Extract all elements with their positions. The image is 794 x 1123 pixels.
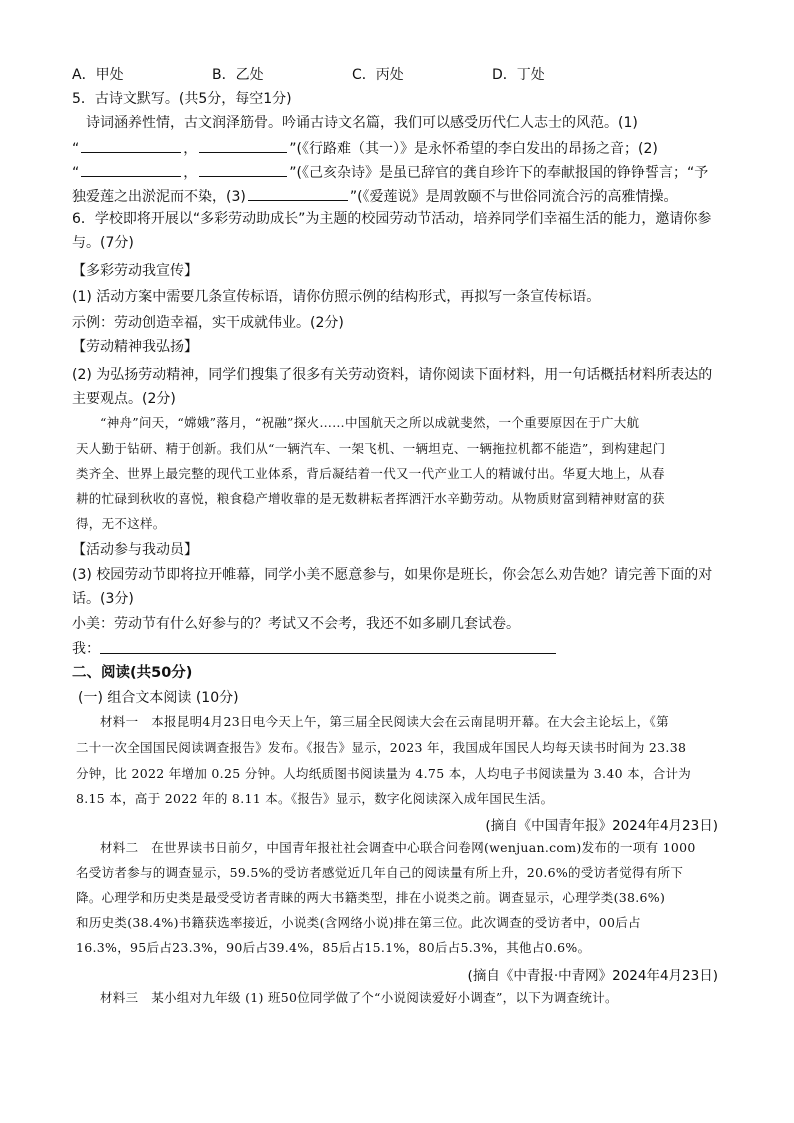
q6-material-line4: 耕的忙碌到秋收的喜悦，粮食稳产增收靠的是无数耕耘者挥洒汗水辛勤劳动。从物质财富到精神财富的获 [76,491,665,506]
material2-source: (摘自《中青报·中青网》2024年4月23日) [467,968,718,984]
option-d: D．丁处 [492,67,545,83]
q5-line4 [72,186,732,206]
q5-line2-sep: ， [183,141,198,157]
q5-title: 5．古诗文默写。(共5分，每空1分) [72,91,292,107]
q5-line2 [72,138,732,158]
q5-line4-tail: ”(《爱莲说》是周敦颐不与世俗同流合污的高雅情操。 [349,189,678,205]
q6-title-line2: 与。(7分) [72,235,134,251]
q6-answer-line[interactable] [100,652,556,654]
q5-blank-1b[interactable] [199,138,287,153]
q5-line3-sep: ， [183,165,198,181]
q6-p2-line2: 主要观点。(2分) [72,391,176,407]
material1-line3: 分钟，比 2022 年增加 0.25 分钟。人均纸质图书阅读量为 4.75 本，人均电子书阅读量为 3.40 本，合计为 [76,766,692,781]
material3-line1: 材料三 某小组对九年级 (1) 班50位同学做了个“小说阅读爱好小调查”，以下为调查统计。 [100,990,618,1005]
material2-line3: 降。心理学和历史类是最受受访者青睐的两大书籍类型，排在小说类之前。调查显示，心理学类(38.6%) [76,890,666,905]
option-c: C．丙处 [352,67,404,83]
q6-material-line2: 天人勤于钻研、精于创新。我们从“一辆汽车、一架飞机、一辆坦克、一辆拖拉机都不能造”，到构建起门 [76,441,666,456]
material2-line2: 名受访者参与的调查显示，59.5%的受访者感觉近几年自己的阅读量有所上升，20.6%的受访者觉得有所下 [76,865,684,880]
part2-subtitle: (一) 组合文本阅读 (10分) [78,690,239,706]
material1-source: (摘自《中国青年报》2024年4月23日) [485,818,718,834]
q6-section-3: 【活动参与我动员】 [72,542,198,558]
q5-line4-head: 独爱莲之出淤泥而不染，(3) [72,189,246,205]
option-a: A．甲处 [72,67,124,83]
material1-line1: 材料一 本报昆明4月23日电今天上午，第三届全民阅读大会在云南昆明开幕。在大会主论坛上，《第 [100,714,669,729]
part2-title: 二、阅读(共50分) [72,665,193,681]
q5-line3-tail: ”(《己亥杂诗》是虽已辞官的龚自珍许下的奉献报国的铮铮誓言；“予 [289,165,709,181]
q6-example: 示例：劳动创造幸福，实干成就伟业。(2分) [72,315,344,331]
q5-line3 [72,162,732,182]
option-b: B．乙处 [212,67,264,83]
q6-p3-line1: (3) 校园劳动节即将拉开帷幕，同学小美不愿意参与，如果你是班长，你会怎么劝告她？请完善下面的对 [72,567,713,583]
material2-line1: 材料二 在世界读书日前夕，中国青年报社社会调查中心联合问卷网(wenjuan.com)发布的一项有 1000 [100,840,696,855]
q5-line2-quote: “ [72,141,80,157]
q6-me-label: 我： [72,641,100,657]
q6-section-1: 【多彩劳动我宣传】 [72,263,198,279]
q5-line2-tail: ”(《行路难（其一）》是永怀希望的李白发出的昂扬之音；(2) [289,141,658,157]
material2-line5: 16.3%，95后占23.3%，90后占39.4%，85后占15.1%，80后占5.3%，其他占0.6%。 [76,940,591,955]
q5-blank-1a[interactable] [81,138,181,153]
material2-line4: 和历史类(38.4%)书籍获选率接近，小说类(含网络小说)排在第三位。此次调查的受访者中，00后占 [76,915,641,930]
q6-p1: (1) 活动方案中需要几条宣传标语，请你仿照示例的结构形式，再拟写一条宣传标语。 [72,289,601,305]
q6-p2-line1: (2) 为弘扬劳动精神，同学们搜集了很多有关劳动资料，请你阅读下面材料，用一句话概括材料所表达的 [72,367,713,383]
q5-line3-quote: “ [72,165,80,181]
q6-section-2: 【劳动精神我弘扬】 [72,339,198,355]
q6-dialog: 小美：劳动节有什么好参与的？考试又不会考，我还不如多刷几套试卷。 [72,616,520,632]
q6-material-line5: 得，无不这样。 [76,516,166,531]
q6-material-line3: 类齐全、世界上最完整的现代工业体系，背后凝结着一代又一代产业工人的精诚付出。华夏大地上，从春 [76,466,665,481]
q5-blank-2b[interactable] [199,162,287,177]
material1-line4: 8.15 本，高于 2022 年的 8.11 本。《报告》显示，数字化阅读深入成年国民生活。 [76,791,554,806]
q6-p3-line2: 话。(3分) [72,591,134,607]
material1-line2: 二十一次全国国民阅读调查报告》发布。《报告》显示，2023 年，我国成年国民人均每天读书时间为 23.38 [76,740,687,755]
q5-line1: 诗词涵养性情，古文润泽筋骨。吟诵古诗文名篇，我们可以感受历代仁人志士的风范。(1) [86,115,638,131]
q6-material-line1: “神舟”问天，“嫦娥”落月，“祝融”探火……中国航天之所以成就斐然，一个重要原因在于广大航 [100,415,640,430]
q5-blank-3[interactable] [248,186,348,201]
q6-title-line1: 6．学校即将开展以“多彩劳动助成长”为主题的校园劳动节活动，培养同学们幸福生活的能力，邀请你参 [72,211,712,227]
q5-blank-2a[interactable] [81,162,181,177]
